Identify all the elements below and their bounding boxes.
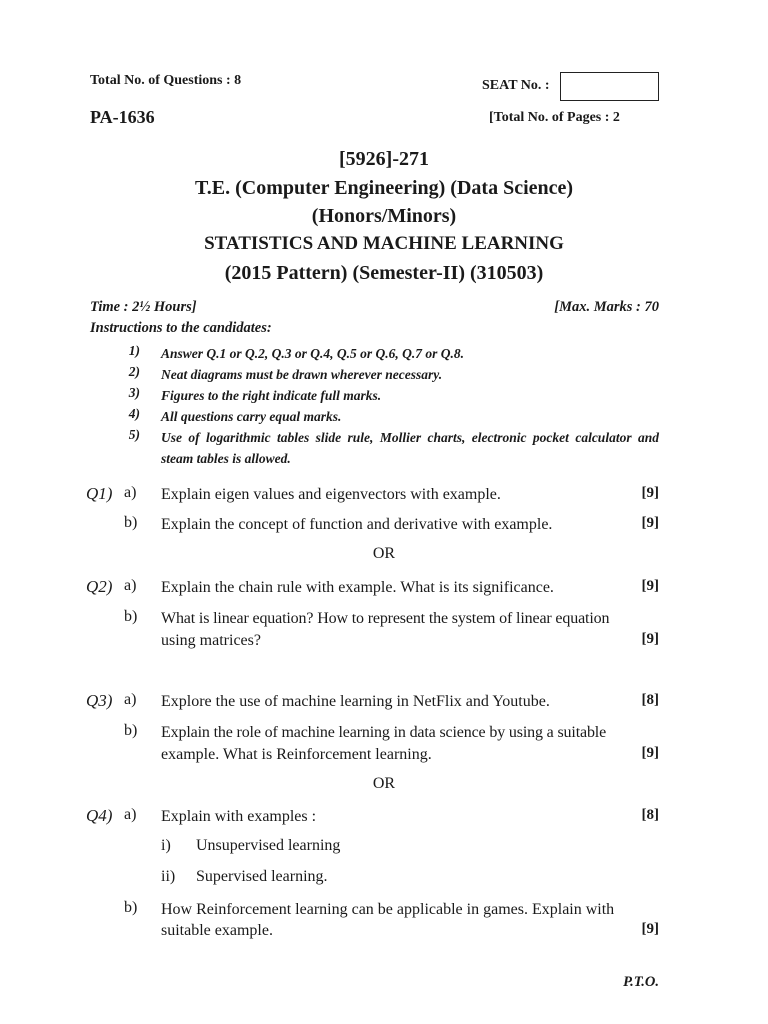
total-pages: [Total No. of Pages : 2 [489,110,620,125]
question-number: Q3) [86,691,113,710]
seat-label: SEAT No. : [482,78,550,93]
instruction-text: All questions carry equal marks. [161,409,342,424]
seat-number-box[interactable] [560,72,659,101]
subquestion-label: a) [124,577,137,594]
question-number: Q1) [86,484,113,503]
question-marks: [9] [641,745,659,761]
pattern-semester: (2015 Pattern) (Semester-II) (310503) [224,262,544,284]
please-turn-over: P.T.O. [623,974,659,990]
question-text-line: Explain the role of machine learning in data science by using a suitable [161,724,607,741]
subquestion-label: b) [124,899,138,916]
exam-code: [5926]-271 [339,148,429,170]
total-questions: Total No. of Questions : 8 [90,73,242,88]
question-text: Explain with examples : [161,808,317,825]
subquestion-label: a) [124,484,137,501]
course-subtitle: (Honors/Minors) [311,205,457,227]
list-item-number: i) [161,837,171,854]
instruction-text: Answer Q.1 or Q.2, Q.3 or Q.4, Q.5 or Q.6, Q.7 or Q.8. [161,346,465,361]
instructions-heading: Instructions to the candidates: [90,320,272,336]
instruction-number: 4) [128,406,140,421]
instruction-number: 3) [128,385,140,400]
instruction-text: Figures to the right indicate full marks. [161,388,382,403]
question-marks: [9] [641,921,659,937]
question-marks: [8] [641,807,659,823]
question-marks: [9] [641,631,659,647]
question-marks: [9] [641,578,659,594]
list-item-number: ii) [161,868,176,885]
question-text-line: What is linear equation? How to represent the system of linear equation [161,610,610,627]
subquestion-label: a) [124,806,137,823]
question-text-line: How Reinforcement learning can be applicable in games. Explain with [161,901,615,918]
question-marks: [9] [641,515,659,531]
question-marks: [9] [641,485,659,501]
question-text: Explain the concept of function and derivative with example. [161,516,553,533]
or-separator: OR [372,775,396,792]
subquestion-label: a) [124,691,137,708]
paper-code: PA-1636 [90,107,155,127]
instruction-text: Use of logarithmic tables slide rule, Mollier charts, electronic pocket calculator and steam tables is allowed. [161,430,659,466]
course-title: T.E. (Computer Engineering) (Data Science) [194,177,574,199]
instruction-text: Neat diagrams must be drawn wherever necessary. [161,367,443,382]
max-marks: [Max. Marks : 70 [554,299,659,315]
question-text: Explain the chain rule with example. What is its significance. [161,579,554,596]
question-number: Q2) [86,577,113,596]
question-text-line: example. What is Reinforcement learning. [161,746,432,763]
subquestion-label: b) [124,722,138,739]
or-separator: OR [372,545,396,562]
question-marks: [8] [641,692,659,708]
question-text-line: using matrices? [161,632,261,649]
question-text-line: suitable example. [161,922,273,939]
question-text: Explain eigen values and eigenvectors with example. [161,486,501,503]
list-item-text: Unsupervised learning [196,837,341,854]
time-allowed: Time : 2½ Hours] [90,299,197,315]
subject-title: STATISTICS AND MACHINE LEARNING [204,233,564,254]
question-number: Q4) [86,806,113,825]
list-item-text: Supervised learning. [196,868,328,885]
subquestion-label: b) [124,608,138,625]
question-text: Explore the use of machine learning in NetFlix and Youtube. [161,693,550,710]
instruction-number: 5) [128,427,140,442]
instruction-number: 2) [128,364,140,379]
instruction-number: 1) [128,343,140,358]
subquestion-label: b) [124,514,138,531]
